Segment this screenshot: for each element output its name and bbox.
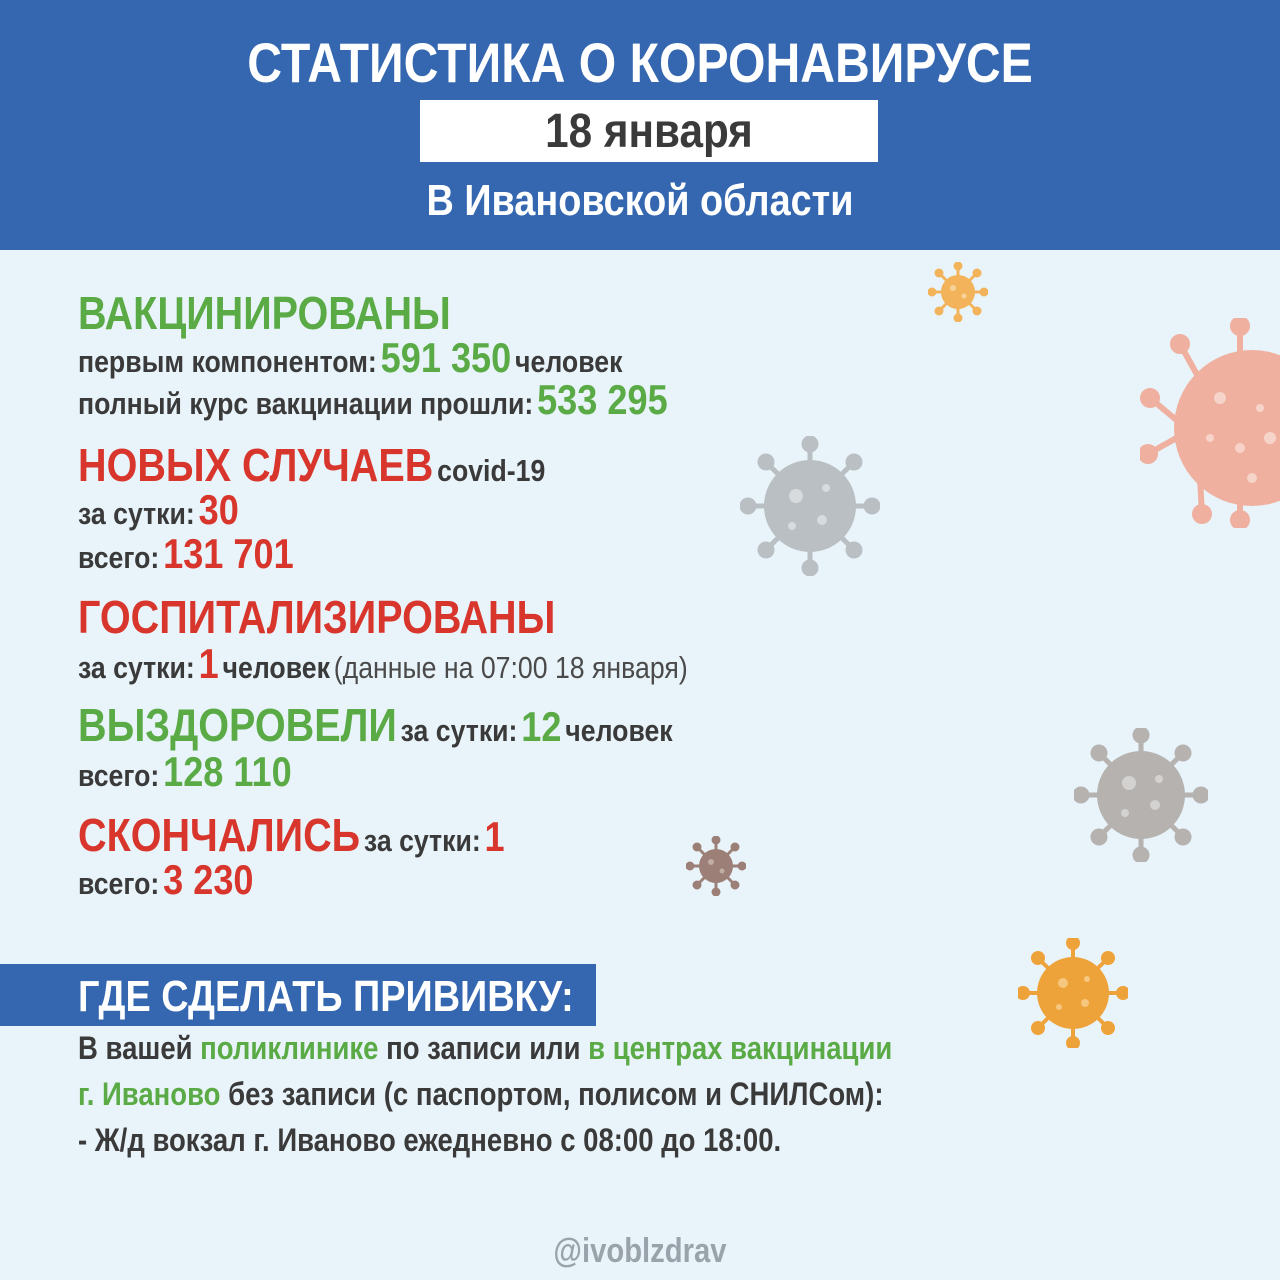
full-course-label: полный курс вакцинации прошли: <box>78 386 534 421</box>
hospitalized-day-line <box>78 640 688 688</box>
virus-icon <box>1074 728 1208 862</box>
full-course-value: 533 295 <box>537 376 668 423</box>
new-cases-heading-line <box>78 439 546 491</box>
recovered-day-value: 12 <box>521 703 562 750</box>
died-total-line <box>78 856 254 904</box>
new-cases-day-label: за сутки: <box>78 496 195 531</box>
recovered-day-label: за сутки: <box>400 713 518 748</box>
died-heading-line <box>78 809 505 861</box>
virus-icon <box>686 836 746 896</box>
region-label: В Ивановской области <box>426 176 854 225</box>
new-cases-heading: НОВЫХ СЛУЧАЕВ <box>78 439 434 491</box>
first-component-label: первым компонентом: <box>78 344 377 379</box>
vaccinated-heading: ВАКЦИНИРОВАНЫ <box>78 287 451 339</box>
vaccinated-section <box>78 287 451 339</box>
virus-icon <box>1140 318 1280 528</box>
recovered-total-line <box>78 748 292 796</box>
vaccination-info-line-2 <box>78 1076 883 1113</box>
recovered-heading-line <box>78 699 673 751</box>
new-cases-day-value: 30 <box>198 486 239 533</box>
hospitalized-section <box>78 591 556 643</box>
page-title: СТАТИСТИКА О КОРОНАВИРУСЕ <box>247 31 1033 94</box>
new-cases-day-line <box>78 486 239 534</box>
died-total-value: 3 230 <box>163 856 254 903</box>
vaccinated-full-line <box>78 376 668 424</box>
virus-icon <box>928 262 988 322</box>
info-line2-text: без записи (с паспортом, полисом и СНИЛСом): <box>220 1076 884 1112</box>
recovered-total-label: всего: <box>78 758 160 793</box>
died-day-value: 1 <box>484 813 505 860</box>
vaccination-places-heading: ГДЕ СДЕЛАТЬ ПРИВИВКУ: <box>78 972 574 1021</box>
died-total-label: всего: <box>78 866 160 901</box>
vaccinated-first-line <box>78 334 622 382</box>
date-box <box>420 100 878 162</box>
first-component-unit: человек <box>515 344 623 379</box>
info-polyclinic-highlight: поликлинике <box>200 1030 379 1066</box>
virus-icon <box>740 436 880 576</box>
recovered-heading: ВЫЗДОРОВЕЛИ <box>78 699 397 751</box>
info-city-highlight: г. Иваново <box>78 1076 221 1112</box>
hospitalized-heading: ГОСПИТАЛИЗИРОВАНЫ <box>78 591 556 643</box>
info-line3-text: - Ж/д вокзал г. Иваново ежедневно с 08:00 до 18:00. <box>78 1122 782 1158</box>
vaccination-info-line-3 <box>78 1122 781 1159</box>
info-vaccination-centers-highlight: в центрах вакцинации <box>588 1030 893 1066</box>
hospitalized-day-value: 1 <box>198 640 219 687</box>
hospitalized-day-label: за сутки: <box>78 650 195 685</box>
info-line1-text-a: В вашей <box>78 1030 201 1066</box>
hospitalized-day-unit: человек <box>222 650 330 685</box>
died-day-label: за сутки: <box>363 823 481 858</box>
new-cases-total-value: 131 701 <box>163 530 294 577</box>
recovered-total-value: 128 110 <box>163 748 292 795</box>
recovered-day-unit: человек <box>565 713 673 748</box>
died-heading: СКОНЧАЛИСЬ <box>78 809 361 861</box>
social-handle: @ivoblzdrav <box>553 1232 727 1270</box>
new-cases-total-line <box>78 530 294 578</box>
vaccination-info-line-1 <box>78 1030 892 1067</box>
new-cases-total-label: всего: <box>78 540 160 575</box>
hospitalized-note: (данные на 07:00 18 января) <box>333 650 688 685</box>
virus-icon <box>1018 938 1128 1048</box>
first-component-value: 591 350 <box>380 334 512 381</box>
new-cases-suffix: covid-19 <box>437 453 546 488</box>
info-line1-text-c: по записи или <box>378 1030 589 1066</box>
date-label: 18 января <box>545 105 753 158</box>
